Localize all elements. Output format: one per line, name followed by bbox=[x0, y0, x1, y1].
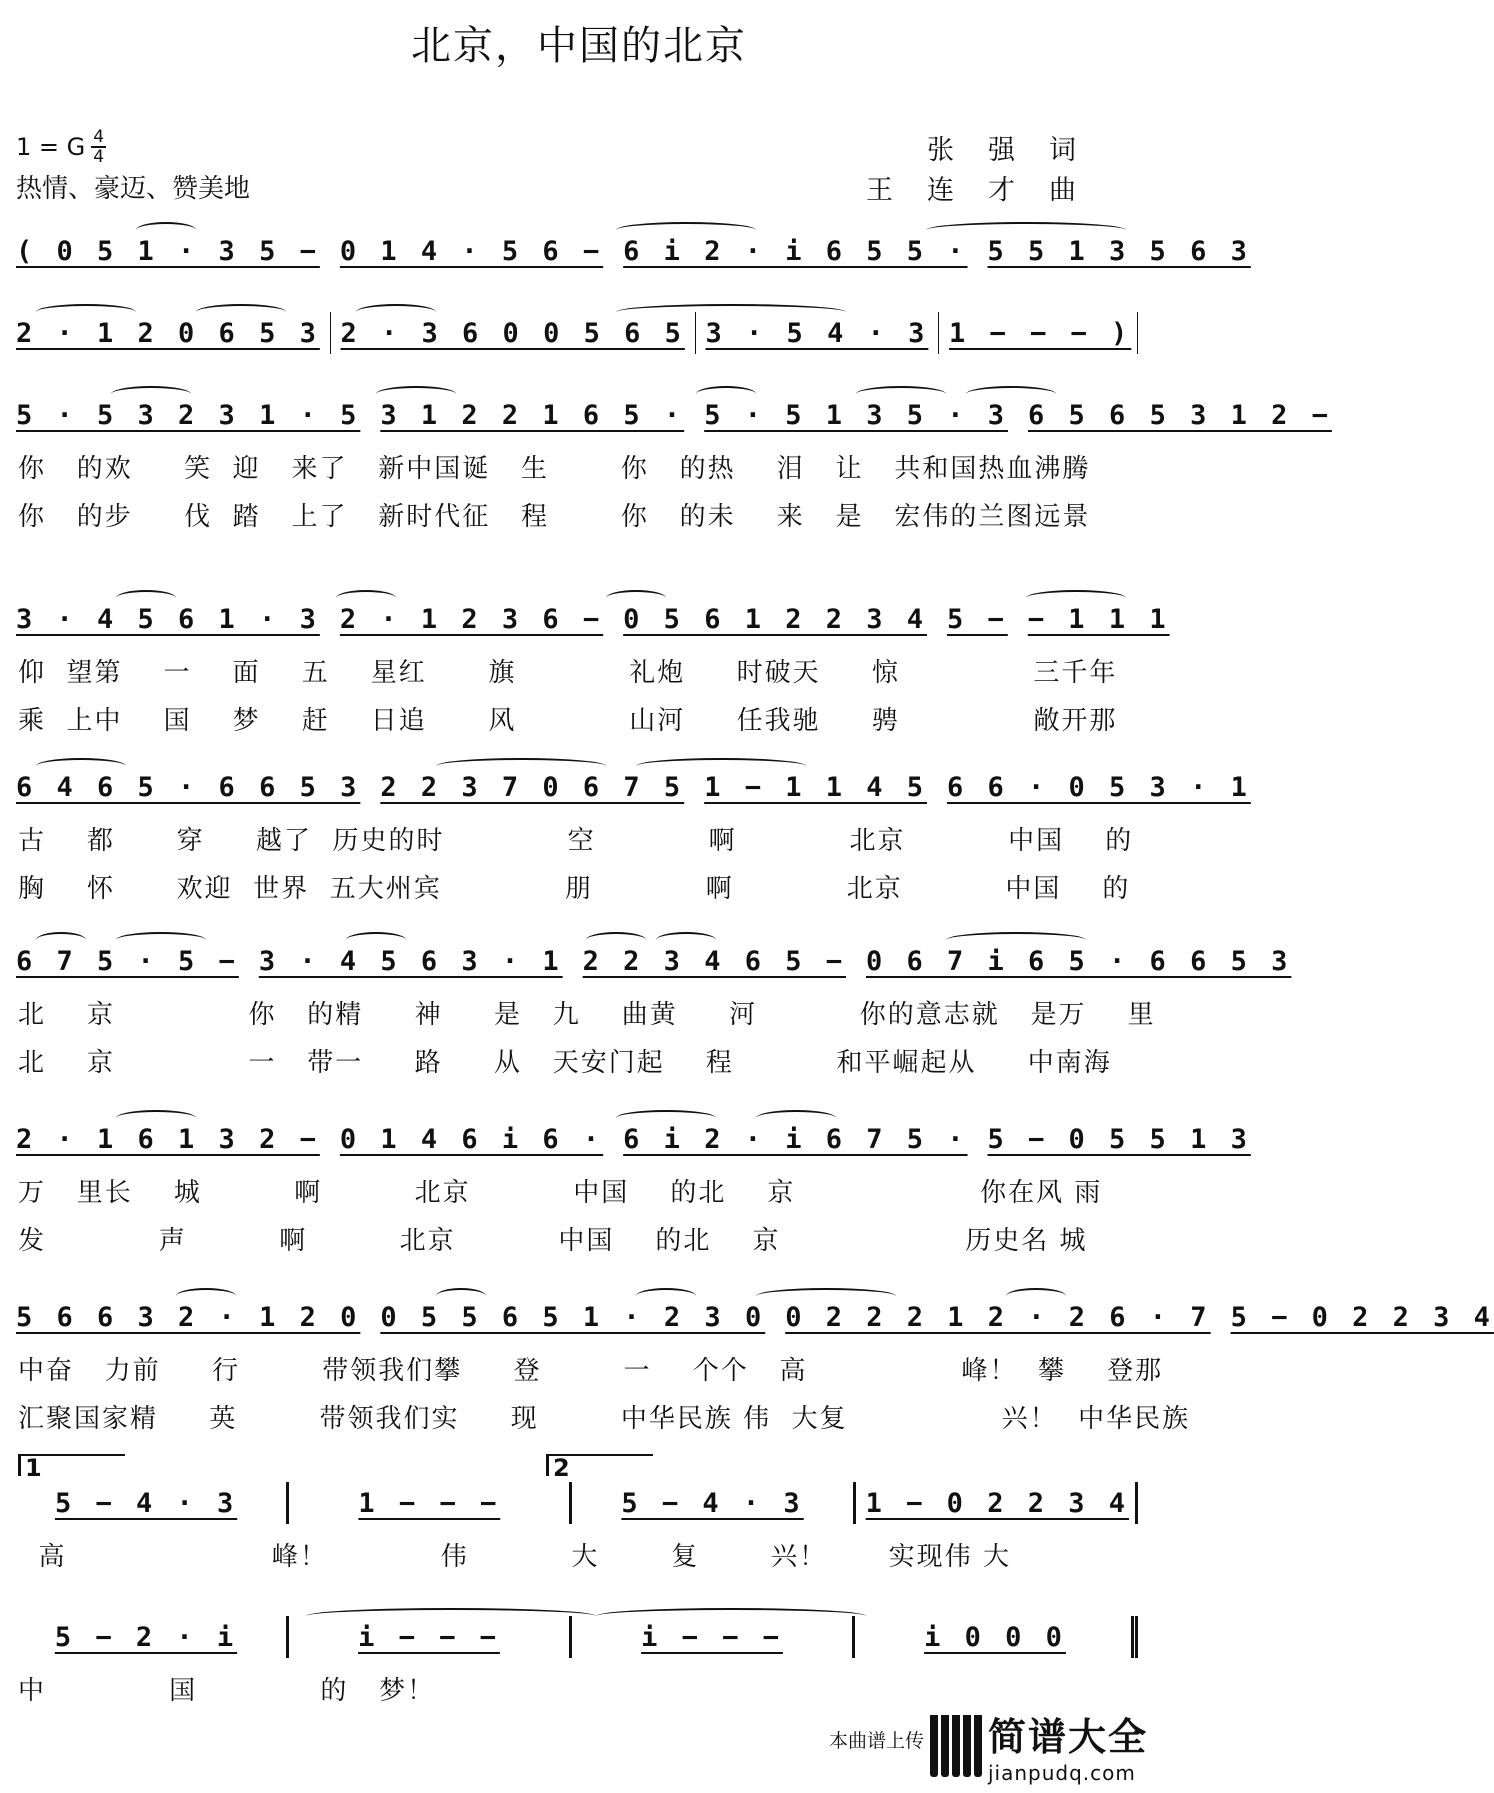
time-signature-numerator: 4 bbox=[93, 127, 105, 147]
measure: 1 − − − bbox=[358, 1487, 501, 1519]
score-system-9 bbox=[16, 1454, 1138, 1578]
barline bbox=[286, 1482, 289, 1524]
song-title: 北京，中国的北京 bbox=[411, 23, 747, 69]
lyric-line-1: 仰 望第 一 面 五 星红 旗 礼炮 时破天 惊 三千年 bbox=[18, 657, 1118, 688]
slur bbox=[36, 932, 86, 948]
lyric-line-1: 中奋 力前 行 带领我们攀 登 一 个个 高 峰！ 攀 登那 bbox=[18, 1355, 1164, 1386]
piano-keys-icon bbox=[930, 1715, 982, 1777]
measure: i 0 0 0 bbox=[924, 1621, 1066, 1653]
measure: 2 2 3 4 6 5 − bbox=[582, 945, 846, 977]
measure: 5 − 0 2 2 3 4 bbox=[1230, 1301, 1494, 1333]
slur bbox=[636, 1288, 696, 1304]
key-signature bbox=[16, 128, 106, 166]
lyric-line-2: 胸 怀 欢迎 世界 五大州宾 朋 啊 北京 中国 的 bbox=[18, 873, 1131, 904]
measure: 3 1 2 2 1 6 5 · bbox=[380, 399, 685, 431]
lyric-line-1: 高 峰！ 伟 大 复 兴！ 实现伟 大 bbox=[18, 1541, 1011, 1572]
measure: 5 − 4 · 3 bbox=[621, 1487, 804, 1519]
footer bbox=[829, 1706, 1148, 1785]
slur bbox=[136, 222, 196, 238]
measure: 3 · 5 4 · 3 bbox=[705, 317, 929, 349]
score-system-1 bbox=[16, 224, 1251, 278]
barline bbox=[286, 1616, 289, 1658]
score-system-5 bbox=[16, 760, 1251, 910]
slur bbox=[616, 1110, 716, 1126]
expression-marking: 热情、豪迈、赞美地 bbox=[16, 174, 251, 204]
measure: 6 5 6 5 3 1 2 − bbox=[1028, 399, 1332, 431]
measure: 1 − 0 2 2 3 4 bbox=[865, 1487, 1129, 1519]
measure: 0 1 4 6 i 6 · bbox=[339, 1123, 604, 1155]
notation-row bbox=[16, 1290, 1494, 1344]
measure: − 1 1 1 bbox=[1027, 603, 1170, 635]
notation-row bbox=[16, 934, 1292, 988]
measure: 2 · 1 2 3 6 − bbox=[339, 603, 604, 635]
measure: 6 i 2 · i 6 5 5 · bbox=[623, 235, 968, 267]
slur bbox=[586, 932, 646, 948]
lyric-line-2: 发 声 啊 北京 中国 的北 京 历史名 城 bbox=[18, 1225, 1088, 1256]
composer-credit: 王连才曲 bbox=[866, 175, 1110, 206]
slur bbox=[606, 590, 666, 606]
slur bbox=[756, 1288, 896, 1304]
slur bbox=[636, 758, 806, 774]
measure: 0 5 6 1 2 2 3 4 bbox=[623, 603, 928, 635]
volta-second-ending: 2 bbox=[546, 1454, 653, 1476]
tie bbox=[306, 1608, 596, 1624]
site-name: 简谱大全 bbox=[987, 1715, 1148, 1759]
slur bbox=[946, 932, 1086, 948]
lyricist-credit: 张强词 bbox=[927, 135, 1110, 166]
measure: 6 7 5 · 5 − bbox=[16, 945, 239, 977]
slur bbox=[696, 386, 756, 402]
barline bbox=[853, 1482, 856, 1524]
measure: 6 4 6 5 · 6 6 5 3 bbox=[16, 771, 361, 803]
barline bbox=[330, 312, 331, 354]
score-system-4 bbox=[16, 592, 1170, 742]
slur bbox=[336, 590, 396, 606]
slur bbox=[656, 932, 716, 948]
barline bbox=[938, 312, 939, 354]
measure: 2 2 3 7 0 6 7 5 bbox=[380, 771, 685, 803]
lyric-line-1: 你 的欢 笑 迎 来了 新中国诞 生 你 的热 泪 让 共和国热血沸腾 bbox=[18, 453, 1091, 484]
measure: 5 − bbox=[947, 603, 1008, 635]
notation-row bbox=[16, 760, 1251, 814]
measure: 0 5 5 6 5 1 · 2 3 0 bbox=[380, 1301, 766, 1333]
slur bbox=[1006, 1288, 1066, 1304]
measure: 0 6 7 i 6 5 · 6 6 5 3 bbox=[865, 945, 1292, 977]
measure: 0 1 4 · 5 6 − bbox=[339, 235, 604, 267]
measure: 5 6 6 3 2 · 1 2 0 bbox=[16, 1301, 361, 1333]
measure: 5 − 2 · i bbox=[54, 1621, 238, 1653]
lyric-line-1: 古 都 穿 越了 历史的时 空 啊 北京 中国 的 bbox=[18, 825, 1134, 856]
slur bbox=[176, 1288, 236, 1304]
measure: 2 · 1 2 0 6 5 3 bbox=[16, 317, 320, 349]
measure: 1 − 1 1 4 5 bbox=[704, 771, 927, 803]
measure: 5 · 5 1 3 5 · 3 bbox=[704, 399, 1009, 431]
slur bbox=[756, 1110, 836, 1126]
slur bbox=[356, 304, 436, 320]
slur bbox=[1026, 590, 1126, 606]
score-system-2 bbox=[16, 306, 1138, 360]
site-logo[interactable] bbox=[930, 1706, 1148, 1785]
barline bbox=[1137, 312, 1138, 354]
measure: 6 i 2 · i 6 7 5 · bbox=[623, 1123, 968, 1155]
measure: 5 · 5 3 2 3 1 · 5 bbox=[16, 399, 361, 431]
barline bbox=[569, 1482, 572, 1524]
slur bbox=[346, 932, 406, 948]
slur bbox=[111, 386, 191, 402]
measure: 6 6 · 0 5 3 · 1 bbox=[947, 771, 1251, 803]
logo-text bbox=[988, 1706, 1148, 1785]
lyric-line-1: 中 国 的 梦！ bbox=[18, 1675, 436, 1706]
measure: 1 − − − ) bbox=[949, 317, 1132, 349]
measure: 2 · 3 6 0 0 5 6 5 bbox=[340, 317, 685, 349]
slur bbox=[196, 304, 286, 320]
lyric-line-2: 你 的步 伐 踏 上了 新时代征 程 你 的未 来 是 宏伟的兰图远景 bbox=[18, 501, 1091, 532]
lyric-line-2: 乘 上中 国 梦 赶 日追 风 山河 任我驰 骋 敞开那 bbox=[18, 705, 1118, 736]
score-system-10 bbox=[16, 1610, 1138, 1712]
notation-row bbox=[16, 1112, 1251, 1166]
score-system-6 bbox=[16, 934, 1292, 1084]
slur bbox=[436, 758, 606, 774]
measure: 5 − 4 · 3 bbox=[54, 1487, 238, 1519]
notation-row bbox=[16, 1468, 1138, 1530]
final-barline bbox=[1131, 1616, 1138, 1658]
barline bbox=[1135, 1482, 1138, 1524]
lyric-line-2: 北 京 一 带一 路 从 天安门起 程 和平崛起从 中南海 bbox=[18, 1047, 1112, 1078]
tie bbox=[596, 1608, 866, 1624]
slur bbox=[36, 758, 126, 774]
slur bbox=[436, 1288, 486, 1304]
measure: 2 · 1 6 1 3 2 − bbox=[16, 1123, 320, 1155]
slur bbox=[926, 222, 1126, 238]
notation-row bbox=[16, 592, 1170, 646]
time-signature-denominator: 4 bbox=[93, 147, 105, 167]
upload-note: 本曲谱上传 bbox=[828, 1730, 924, 1752]
notation-row bbox=[16, 1610, 1138, 1664]
notation-row bbox=[16, 224, 1251, 278]
score-system-3 bbox=[16, 388, 1332, 538]
lyric-line-2: 汇聚国家精 英 带领我们实 现 中华民族 伟 大复 兴！ 中华民族 bbox=[18, 1403, 1191, 1434]
slur bbox=[376, 386, 456, 402]
measure: 3 · 4 5 6 1 · 3 bbox=[16, 603, 320, 635]
slur bbox=[116, 1110, 196, 1126]
time-signature bbox=[91, 128, 106, 166]
measure: 5 5 1 3 5 6 3 bbox=[987, 235, 1251, 267]
slur bbox=[116, 932, 206, 948]
slur bbox=[36, 304, 136, 320]
measure: ( 0 5 1 · 3 5 − bbox=[16, 235, 320, 267]
slur bbox=[116, 590, 176, 606]
lyric-line-1: 万 里长 城 啊 北京 中国 的北 京 你在风 雨 bbox=[18, 1177, 1103, 1208]
score-system-7 bbox=[16, 1112, 1251, 1262]
notation-row bbox=[16, 306, 1138, 360]
lyric-line-1: 北 京 你 的精 神 是 九 曲黄 河 你的意志就 是万 里 bbox=[18, 999, 1156, 1030]
slur bbox=[616, 304, 846, 320]
slur bbox=[856, 386, 946, 402]
score-system-8 bbox=[16, 1290, 1494, 1440]
slur bbox=[616, 222, 756, 238]
volta-first-ending: 1 bbox=[18, 1454, 125, 1476]
notation-row bbox=[16, 388, 1332, 442]
measure: 0 2 2 2 1 2 · 2 6 · 7 bbox=[785, 1301, 1211, 1333]
measure: 5 − 0 5 5 1 3 bbox=[987, 1123, 1251, 1155]
measure: 3 · 4 5 6 3 · 1 bbox=[258, 945, 563, 977]
measure: i − − − bbox=[641, 1621, 783, 1653]
measure: i − − − bbox=[358, 1621, 500, 1653]
site-url: jianpudq.com bbox=[987, 1761, 1136, 1785]
key-label: 1 = G bbox=[16, 133, 86, 161]
slur bbox=[966, 386, 1056, 402]
